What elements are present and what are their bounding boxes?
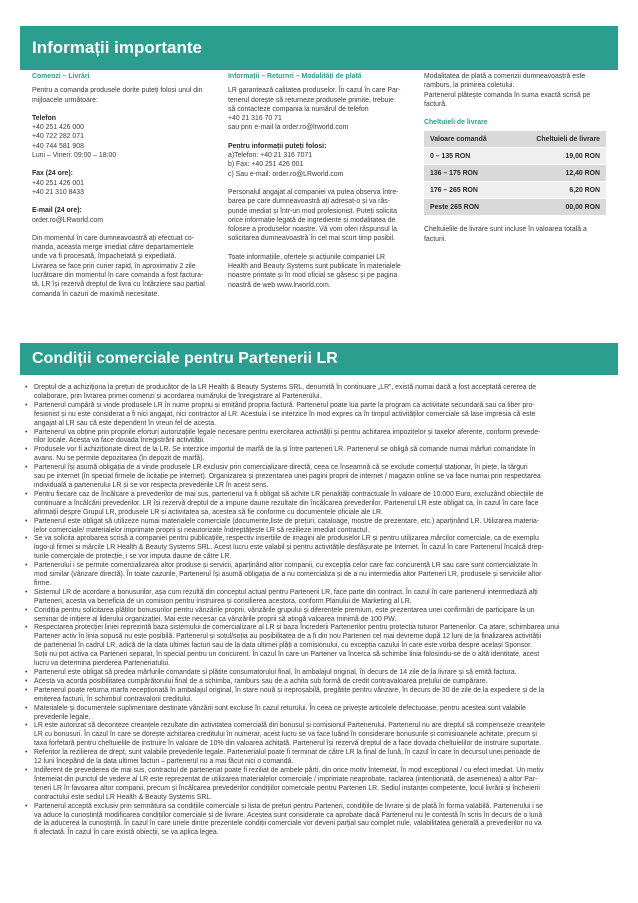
table-row bbox=[424, 199, 606, 216]
terms-line: • Produsele vor fi achiziționate direct de la LR. Se interzice importul de marfă de la și între parteneri LR. Partenerul se obligă să comande numai mărfuri comandate în bbox=[34, 446, 536, 454]
terms-line: • Referitor la rezilierea de drept, sunt valabile prevederile legale. Partenerialul poate fi terminat de către LR la final de lună, în cazul în care în decursul unei perioade de bbox=[34, 749, 541, 757]
terms-line: continuare a încălcării prevederilor. LR își rezervă dreptul de a impune daune rezultate din încălcarea prevederilor. Partenerul LR este obligat ca, în cazul în care face bbox=[34, 499, 539, 507]
terms-line: turile comerciale de protecție, i se vor imputa daune de către LR. bbox=[34, 553, 232, 561]
terms-line: • Partenerul cumpără și vinde produsele LR în nume propriu și emițând propria factură. Partenerul poate lua parte la program ca activitate secundară sau ca liber pro- bbox=[34, 401, 535, 409]
terms-line: lucru va determina pierderea Parteneriatului. bbox=[34, 660, 170, 668]
terms-line: • Indiferent de prevederea de mai sus, contractul de parteneriat poate fi reziliat de ambele părți, din orice motiv întemeiat, în mod excepțional / cu efect imediat. Un motiv bbox=[34, 766, 544, 774]
delivery-paragraph-line: tă. LR își rezervă dreptul de livra cu întârziere sau parțial bbox=[32, 281, 205, 289]
terms-list-item bbox=[24, 491, 616, 518]
terms-line: întemeiat din punctul de vedere al LR este reprezentat de utilizarea materialelor comerciale / imprimate neaprobate, raclarea (intenționată, de asemenea) a altor Par- bbox=[34, 775, 538, 783]
returns-paragraph-line: tenerul dorește să returneze produsele primite, trebuie bbox=[228, 96, 394, 104]
section-title: Informații importante bbox=[32, 38, 203, 57]
staff-paragraph-line: orice informație legată de ingrediente și modalitatea de bbox=[228, 216, 396, 224]
terms-line: • Partenerul este obligat să utilizeze numai materialele comerciale (documente,liste de prețuri, cataloage, mostre de prezentare, etc.) aparținând LR. Utilizarea materia- bbox=[34, 517, 540, 525]
terms-line: lelor comerciale/ materialelor imprimate proprii și neautorizate îndreptățește LR să rezilieze imediat contractul. bbox=[34, 526, 370, 534]
terms-line: seminar de inițiere al liderului organizației. Mai este necesar ca vânzările proprii să atingă valoarea minimă de 100 PW. bbox=[34, 615, 397, 623]
info-contact: a)Telefon: +40 21 316 7071 bbox=[228, 152, 313, 160]
returns-paragraph-line: să contacteze compania la numărul de telefon bbox=[228, 105, 369, 113]
terms-line: • Partenerul își asumă obligația de a vinde produsele LR exclusiv prin comercializare directă, ceea ce înseamnă că se exclude comerțul staționar, în piețe, la târguri bbox=[34, 464, 528, 472]
terms-line: logo-ul firmei și mărcile LR Health & Beauty Systems SRL. Acest lucru este valabil și pentru activitățile desfășurate pe Internet. În cazul în care Partenerul încalcă drep- bbox=[34, 544, 544, 552]
terms-list-item bbox=[24, 624, 616, 669]
terms-line: 12 luni începând de la data ultimei facturi – partenerul nu a mai făcut nici o comandă. bbox=[34, 758, 294, 766]
order-value-cell: 176 – 265 RON bbox=[424, 182, 511, 199]
orders-deliveries-column bbox=[32, 72, 218, 299]
terms-line: prevederile legale. bbox=[34, 713, 91, 721]
phone-number: +40 744 581 908 bbox=[32, 142, 84, 150]
delivery-paragraph-line: lucrătoare din momentul în care comanda a fost factura- bbox=[32, 272, 204, 280]
terms-line: • Pentru fiecare caz de încălcare a prevederilor de mai sus, partenerul va fi obligat să achite LR penalități contractuale în valoare de 10.000 Euro, excluzând obiecțiile de bbox=[34, 490, 544, 498]
order-value-cell: 0 – 135 RON bbox=[424, 148, 511, 165]
offers-paragraph-line: noastre printate și în mod oficial se găsesc și pe pagina bbox=[228, 272, 398, 280]
payment-paragraph-line: Partenerul plătește comanda în suma exactă scrisă pe bbox=[424, 91, 591, 99]
terms-line: • Partenerul este obligat să predea mărfurile comandate și plătite consumatorului final, în ambalajul original, în decurs de 14 zile de la livrare și să emită factura. bbox=[34, 669, 517, 676]
table-header-cell: Cheltuieli de livrare bbox=[511, 131, 606, 148]
delivery-paragraph-line: Din momentul în care dumneavoastră ați efectuat co- bbox=[32, 234, 195, 242]
shipping-cost-cell: 19,00 RON bbox=[511, 148, 606, 165]
terms-line: de partenerial în cadrul LR, adică de la data ultimei facturi sau de la data ultimei plăți a comisionului, cu excepția cazului în care este vorba despre același Sponsor. bbox=[34, 642, 532, 650]
terms-list-item bbox=[24, 562, 616, 589]
returns-paragraph-line: +40 21 316 70 71 bbox=[228, 115, 282, 123]
payment-paragraph-line: factură. bbox=[424, 100, 447, 108]
terms-list bbox=[24, 384, 616, 838]
terms-list-item bbox=[24, 669, 616, 678]
terms-line: afirmații despre Grupul LR, produsele LR și activitatea sa, acestea să fie conforme cu documentele oficiale ale LR. bbox=[34, 508, 383, 516]
terms-list-item bbox=[24, 429, 616, 447]
terms-list-item bbox=[24, 687, 616, 705]
terms-line: de la aducerea la cunoștință. În cazul în care unele dintre prezentele condiții comerciale vor deveni parțial sau complet nule, valabilitatea generală a prevederilor nu va bbox=[34, 820, 542, 828]
delivery-paragraph-line: unde va fi procesată, împachetată și expediată. bbox=[32, 253, 177, 261]
terms-line: • LR este autorizat să deconteze creanțele rezultate din activitatea comercială din bonusul și comisionul Partenerului. Partenerul nu are dreptul să compenseze creanțele bbox=[34, 722, 545, 730]
terms-line: • Partenerul acceptă exclusiv prin semnătura sa condițiile comerciale și lista de prețuri pentru Parteneri, condițiile de livrare și de plată în forma valabilă. Partenerului i se bbox=[34, 802, 544, 810]
terms-line: • Se va solicita aprobarea scrisă a companiei pentru publicațiile, respectiv inserțiile de imagini ale produselor LR și pentru utilizarea mărcilor comerciale, ca de exemplu bbox=[34, 535, 539, 543]
email-label: E-mail (24 ore): bbox=[32, 207, 82, 215]
table-header-row bbox=[424, 131, 606, 148]
terms-line: colaborare, prin livrarea primei comenzi și acordarea numărului de înregistrare al Partenerului. bbox=[34, 392, 322, 400]
info-contact: b) Fax: +40 251 426 001 bbox=[228, 161, 304, 169]
terms-line: va aduce la cunoștință modificarea condițiilor comerciale și de livrare. Acestea sunt considerate ca aprobate dacă Partenerul nu le contestă în scris în decurs de o lună bbox=[34, 811, 543, 819]
terms-line: angajat al LR sau că este dependent în vreun fel de acesta. bbox=[34, 419, 216, 427]
terms-line: Partener activ în linia sopusă nu este posibilă. Partenerul și soțul/soția au posibilitatea de a fi din nou Parteneri cel mai devreme după 12 luni de la finalizarea activității bbox=[34, 633, 542, 641]
terms-list-item bbox=[24, 803, 616, 839]
staff-paragraph-line: folosire a produselor noastre. Vă vom oferi răspunsul la bbox=[228, 226, 397, 234]
intro-line: mijloacele următoare: bbox=[32, 96, 98, 104]
shipping-note-line: facturii. bbox=[424, 235, 447, 243]
terms-line: • Respectarea protecției liniei reprezintă baza sistemului de comercializare al LR și baza încrederii Partenerilor pentru protecția tuturor Partenerilor. Ca atare, schimbarea unui bbox=[34, 624, 560, 632]
terms-line: contractului este sediul LR Health & Beauty Systems SRL. bbox=[34, 793, 213, 801]
fax-label: Fax (24 ore): bbox=[32, 170, 73, 178]
info-contact: c) Sau e-mail: order.ro@LRworld.com bbox=[228, 170, 344, 178]
table-header-cell: Valoare comandă bbox=[424, 131, 511, 148]
terms-line: fi afectată. În cazul în care există obiecții, se va aplica legea. bbox=[34, 829, 219, 837]
shipping-costs-table bbox=[424, 131, 606, 216]
terms-line: • Materialele și documentele suplimentare destinate vânzării sunt excluse în cazul returului. În ceea ce privește articolele defectuoase, pentru acestea sunt valabile bbox=[34, 704, 526, 712]
terms-line: teneri LR în favoarea altor companii, precum și încălcarea prevederilor condițiilor comerciale pentru Parteneri LR. Sediul instanței competente, locul livrării și încheierii bbox=[34, 784, 540, 792]
shipping-cost-cell: 6,20 RON bbox=[511, 182, 606, 199]
terms-line: fesionist și nu este considerat a fi nici angajat, nici contractor al LR. Acestuia i se interzice în mod expres ca în timpul activităților comerciale să lase impresia că este bbox=[34, 410, 536, 418]
terms-line: taxa forfetară pentru cheltuielile de instruire în valoare de 10% din valoarea achitată. Partenerul își rezervă dreptul de a face dovada cheltuielilor de instruire suportate. bbox=[34, 740, 542, 748]
terms-list-item bbox=[24, 446, 616, 464]
terms-line: rilor locale. Acesta va face dovada înregistrării activității. bbox=[34, 437, 205, 445]
table-row bbox=[424, 165, 606, 182]
terms-list-item bbox=[24, 749, 616, 767]
terms-line: sau pe internet (în special firmele de licitație pe internet). Organizarea și prezentarea unei pagini proprii de internet / magazin online se va face numai prin respectarea bbox=[34, 473, 541, 481]
terms-line: • Partenerul va obține prin propriile eforturi autorizațiile legale necesare pentru exercitarea activității și pentru achitarea impozitelor și taxelor aferente, conform prevede- bbox=[34, 428, 541, 436]
payment-shipping-column bbox=[424, 72, 608, 244]
terms-line: • Condiția pentru solicitarea plăților bonusurilor pentru vânzările proprii, vânzările grupului și diferențele premium, este prezentarea unei confirmări de participare la un bbox=[34, 606, 535, 614]
terms-line: • Acesta va acorda posibilitatea cumpărătorului final de a schimba, ramburs sau de a achita sub formă de credit contravaloarea prețului de cumpărare. bbox=[34, 677, 488, 685]
fax-number: +40 21 310 8433 bbox=[32, 188, 84, 196]
office-hours: Luni – Vineri: 09:00 – 18:00 bbox=[32, 152, 117, 160]
shipping-cost-cell: 12,40 RON bbox=[511, 165, 606, 182]
staff-paragraph-line: solicitarea dumneavoastră în cel mai scurt timp posibil. bbox=[228, 235, 395, 243]
terms-list-item bbox=[24, 705, 616, 723]
shipping-note-line: Cheltuielile de livrare sunt incluse în valoarea totală a bbox=[424, 226, 587, 234]
delivery-paragraph-line: Livrarea se face prin curier rapid, în aproximativ 2 zile bbox=[32, 262, 196, 270]
delivery-paragraph-line: comanda în cazuri de maximă necesitate. bbox=[32, 290, 160, 298]
terms-line: • Partenerul poate returna marfa recepționată în ambalajul original, în stare nouă și ireproșabilă, pregătite pentru vânzare, în decurs de 30 de zile de la expediere și de la bbox=[34, 686, 545, 694]
terms-line: • Partenerului i se permite comercializarea altor produse și servicii, aparținând altor companii, cu excepția celor care fac concurență LR sau care sunt comercializate în bbox=[34, 562, 538, 570]
terms-list-item bbox=[24, 535, 616, 562]
table-row bbox=[424, 148, 606, 165]
terms-line: avans. Nu se permite depozitarea (în depozit de marfă). bbox=[34, 455, 205, 463]
terms-line: • Sistemul LR de acordare a bonusurilor, așa cum rezultă din conceptul actual pentru Partenerii LR, face parte din contract. În cazul în care partenerul intermediază alți bbox=[34, 588, 538, 596]
shipping-cost-cell: 00,00 RON bbox=[511, 199, 606, 216]
email-address: order.ro@LRworld.com bbox=[32, 216, 103, 224]
terms-line: individuală a partenerului LR și se vor respecta prevederile LR în acest sens. bbox=[34, 481, 269, 489]
shipping-costs-heading: Cheltuieli de livrare bbox=[424, 119, 488, 127]
returns-payment-column bbox=[228, 72, 414, 290]
terms-list-item bbox=[24, 518, 616, 536]
terms-line: • Dreptul de a achiziționa la prețuri de producător de la LR Health & Beauty Systems SRL, denumită în continuare „LR”, există numai dacă a fost acceptată cererea de bbox=[34, 384, 537, 391]
terms-list-item bbox=[24, 722, 616, 749]
returns-paragraph-line: sau prin e-mail la order.ro@lrworld.com bbox=[228, 124, 349, 132]
terms-list-item bbox=[24, 464, 616, 491]
terms-line: Soții nu pot activa ca Parteneri separat, în special pentru un concurent. În cazul în care un Partener va încerca să schimbe linia folosindu-se de o altă identitate, acest bbox=[34, 651, 540, 659]
offers-paragraph-line: noastră de web www.lrworld.com. bbox=[228, 281, 331, 289]
staff-paragraph-line: barea pe care dumneavoastră ați adresat-o și va răs- bbox=[228, 198, 391, 206]
terms-line: mod similar (vânzare directă). În toate cazurile, Partenerul își asumă obligația de a nu comercializa și de a nu intermedia altor Parteneri LR, produsele și serviciile altor bbox=[34, 571, 542, 579]
section-title: Condiții comerciale pentru Partenerii LR bbox=[32, 350, 338, 367]
payment-paragraph-line: Modalitatea de plată a comenzii dumneavoastră este bbox=[424, 73, 586, 80]
info-label: Pentru informații puteți folosi: bbox=[228, 142, 327, 150]
offers-paragraph-line: Health and Beauty Systems sunt publicate în materialele bbox=[228, 263, 401, 271]
section-banner-commercial-terms bbox=[20, 343, 618, 375]
order-value-cell: Peste 265 RON bbox=[424, 199, 511, 216]
intro-line: Pentru a comanda produsele dorite puteți folosi unul din bbox=[32, 87, 203, 95]
orders-heading: Comenzi – Livrări bbox=[32, 73, 90, 80]
terms-list-item bbox=[24, 678, 616, 687]
terms-line: emiterea facturii, în schimbul contravalorii creditului. bbox=[34, 695, 193, 703]
phone-number: +40 722 282 071 bbox=[32, 133, 84, 141]
staff-paragraph-line: Personalul angajat al companiei va putea observa între- bbox=[228, 188, 399, 196]
terms-line: Parteneri, acesta va beneficia de un comision pentru instruirea și consilierea acestora, conform Planului de Marketing al LR. bbox=[34, 597, 412, 605]
delivery-paragraph-line: manda, aceasta merge imediat către departamentele bbox=[32, 244, 194, 252]
phone-number: +40 251 426 000 bbox=[32, 124, 84, 132]
terms-list-item bbox=[24, 402, 616, 429]
terms-list-item bbox=[24, 384, 616, 402]
terms-line: firme. bbox=[34, 579, 52, 587]
order-value-cell: 136 – 175 RON bbox=[424, 165, 511, 182]
section-banner-important-info bbox=[20, 26, 618, 70]
terms-list-item bbox=[24, 607, 616, 625]
table-row bbox=[424, 182, 606, 199]
terms-list-item bbox=[24, 767, 616, 803]
phone-label: Telefon bbox=[32, 114, 56, 122]
staff-paragraph-line: punde imediat și într-un mod profesionist. Puteți solicita bbox=[228, 207, 397, 215]
returns-paragraph-line: LR garantează calitatea produselor. În cazul în care Par- bbox=[228, 87, 401, 95]
offers-paragraph-line: Toate informațiile, ofertele și acțiunile companiei LR bbox=[228, 253, 386, 261]
terms-list-item bbox=[24, 589, 616, 607]
payment-paragraph-line: ramburs, la primirea coletului. bbox=[424, 82, 515, 90]
fax-number: +40 251 426 001 bbox=[32, 179, 84, 187]
terms-line: LR cu bonusuri. În cazul în care se dorește achitarea creditului în numerar, acest lucru se va face luând în considerare bonusurile și comisioanele achitate, precum și bbox=[34, 731, 537, 739]
returns-heading: Informații – Returnri – Modalități de plată bbox=[228, 73, 362, 80]
